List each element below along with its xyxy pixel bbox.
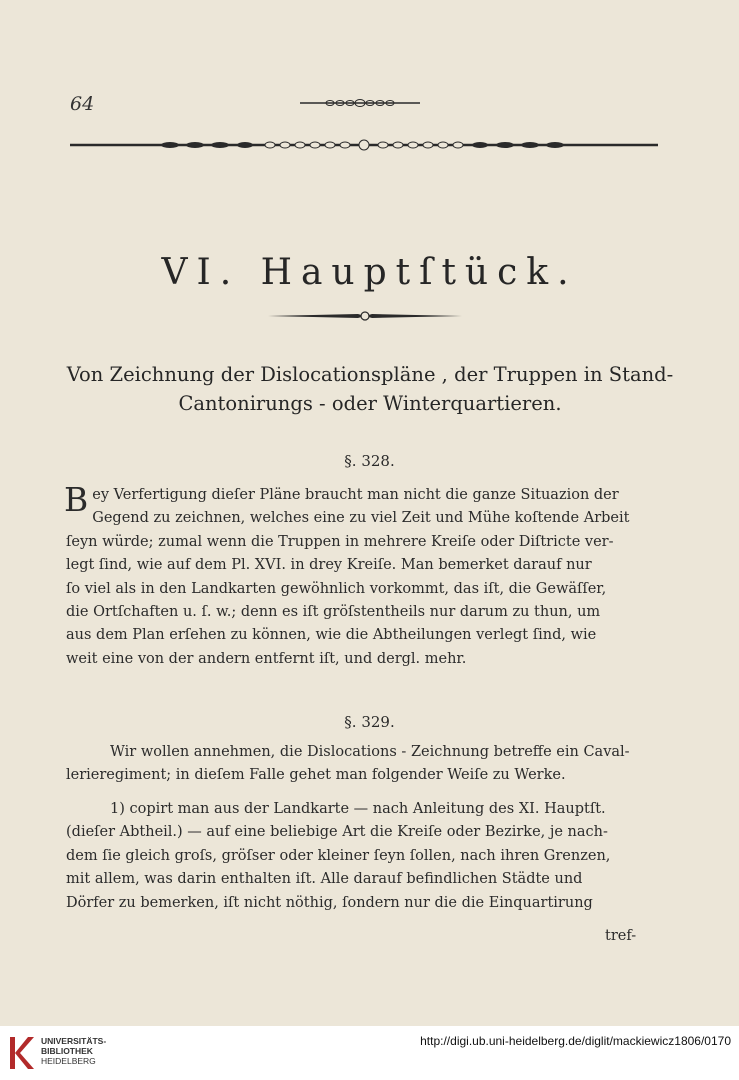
ornamental-rule-top xyxy=(70,138,658,152)
subtitle-line: Von Zeichnung der Dislocationspläne , der Truppen in Stand- xyxy=(66,363,674,386)
section-heading-328: §. 328. xyxy=(344,452,395,470)
library-name-line: HEIDELBERG xyxy=(41,1056,96,1066)
library-name-line: UNIVERSITÄTS- xyxy=(41,1036,107,1046)
header-ornament xyxy=(300,98,420,108)
drop-cap: B xyxy=(64,480,89,519)
library-logo-icon[interactable] xyxy=(8,1033,36,1073)
text-line: lerieregiment; in dieſem Falle gehet man folgender Weiſe zu Werke. xyxy=(66,767,566,784)
text-line: weit eine von der andern entfernt iſt, und dergl. mehr. xyxy=(66,650,467,667)
text-line: ſo viel als in den Landkarten gewöhnlich vorkommt, das iſt, die Gewäſſer, xyxy=(66,580,607,597)
text-line: Gegend zu zeichnen, welches eine zu viel Zeit und Mühe koſtende Arbeit xyxy=(92,510,630,527)
page-number: 64 xyxy=(70,93,95,115)
catchword: tref- xyxy=(605,928,637,944)
text-line: die Ortſchaften u. ſ. w.; denn es iſt gröſstentheils nur darum zu thun, um xyxy=(66,604,601,621)
text-line: (dieſer Abtheil.) — auf eine beliebige Art die Kreiſe oder Bezirke, je nach- xyxy=(66,824,608,841)
source-url-link[interactable]: http://digi.ub.uni-heidelberg.de/diglit/mackiewicz1806/0170 xyxy=(420,1034,731,1048)
text-line: Dörfer zu bemerken, iſt nicht nöthig, ſondern nur die die Einquartirung xyxy=(66,894,593,911)
text-line: aus dem Plan erſehen zu können, wie die Abtheilungen verlegt ſind, wie xyxy=(66,627,597,644)
text-line: Wir wollen annehmen, die Dislocations - Zeichnung betreffe ein Caval- xyxy=(110,744,630,760)
text-line: ſeyn würde; zumal wenn die Truppen in mehrere Kreiſe oder Diſtricte ver- xyxy=(66,533,614,550)
subtitle-line: Cantonirungs - oder Winterquartieren. xyxy=(178,392,562,415)
text-line: 1) copirt man aus der Landkarte — nach Anleitung des XI. Hauptſt. xyxy=(110,801,606,817)
text-line: dem ſie gleich groſs, gröſser oder kleiner ſeyn ſollen, nach ihren Grenzen, xyxy=(66,847,611,864)
chapter-subtitle xyxy=(40,360,700,418)
ornamental-rule-middle xyxy=(268,310,462,322)
text-line: legt ſind, wie auf dem Pl. XVI. in drey Kreiſe. Man bemerket darauf nur xyxy=(66,557,592,574)
section-heading-329: §. 329. xyxy=(344,713,395,731)
text-line: mit allem, was darin enthalten iſt. Alle darauf befindlichen Städte und xyxy=(66,871,583,888)
library-name-line: BIBLIOTHEK xyxy=(41,1046,93,1056)
text-line: Bey Verfertigung dieſer Pläne braucht man nicht die ganze Situazion der xyxy=(64,480,619,519)
library-logo-text[interactable] xyxy=(41,1036,106,1066)
paragraph-step-1 xyxy=(66,798,666,915)
paragraph-329 xyxy=(66,741,666,788)
chapter-title: VI. Hauptſtück. xyxy=(161,252,578,293)
paragraph-328 xyxy=(64,480,666,671)
